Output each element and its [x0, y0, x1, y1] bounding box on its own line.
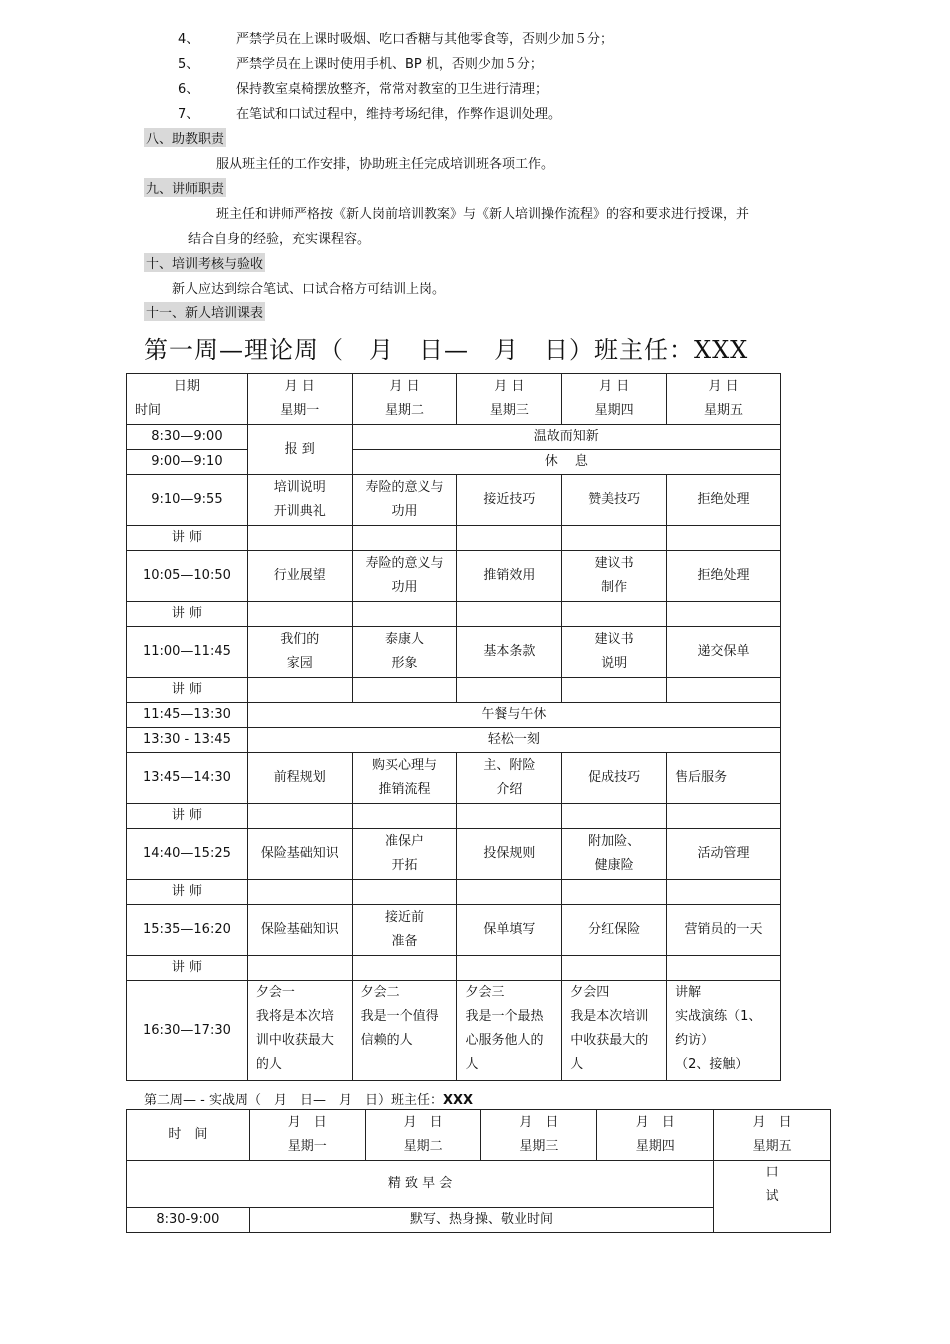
lecturer-cell [352, 804, 457, 829]
relax-cell: 轻松一刻 [247, 728, 780, 753]
lecturer-cell [667, 526, 781, 551]
section-body-assistant: 服从班主任的工作安排，协助班主任完成培训班各项工作。 [216, 157, 555, 172]
section-heading-schedule: 十一、新人培训课表 [144, 302, 265, 321]
day-header: 月 日 星期四 [562, 374, 667, 425]
week2-schedule-table [126, 1109, 831, 1233]
course-cell: 保险基础知识 [247, 829, 352, 880]
time-cell: 13:30 - 13:45 [127, 728, 248, 753]
time-cell: 16:30—17:30 [127, 981, 248, 1081]
lecturer-cell [352, 526, 457, 551]
day-header: 月 日 星期五 [714, 1110, 831, 1161]
rule-text: 在笔试和口试过程中，维持考场纪律，作弊作退训处理。 [236, 107, 562, 122]
lecturer-cell [562, 602, 667, 627]
course-cell: 附加险、 健康险 [562, 829, 667, 880]
lecturer-cell [352, 602, 457, 627]
course-cell: 赞美技巧 [562, 475, 667, 526]
corner-cell: 时 间 [127, 1110, 250, 1161]
lecturer-cell [352, 956, 457, 981]
lecturer-cell [667, 678, 781, 703]
week2-title: 第二周— - 实战周（ 月 日— 月 日）班主任：XXX [144, 1093, 474, 1108]
day-header: 月 日 星期四 [597, 1110, 714, 1161]
rest-cell: 休 息 [352, 450, 780, 475]
course-cell: 售后服务 [667, 753, 781, 804]
course-cell: 购买心理与 推销流程 [352, 753, 457, 804]
course-cell: 推销效用 [457, 551, 562, 602]
course-cell: 促成技巧 [562, 753, 667, 804]
day-header: 月 日 星期五 [667, 374, 781, 425]
course-cell: 泰康人 形象 [352, 627, 457, 678]
course-cell: 建议书 说明 [562, 627, 667, 678]
lecturer-cell [562, 678, 667, 703]
lecturer-cell [352, 880, 457, 905]
evening-meeting-cell: 夕会二 我是一个值得 信赖的人 [352, 981, 457, 1081]
course-cell: 接近前 准备 [352, 905, 457, 956]
oral-exam-cell: 口 试 [714, 1161, 831, 1233]
lecturer-label: 讲 师 [127, 804, 248, 829]
time-cell: 9:00—9:10 [127, 450, 248, 475]
lecturer-cell [667, 602, 781, 627]
lunch-cell: 午餐与午休 [247, 703, 780, 728]
time-cell: 14:40—15:25 [127, 829, 248, 880]
section-heading-assistant: 八、助教职责 [144, 128, 226, 147]
day-header: 月 日 星期二 [352, 374, 457, 425]
lecturer-label: 讲 师 [127, 880, 248, 905]
report-cell: 报 到 [247, 425, 352, 475]
section-heading-lecturer: 九、讲师职责 [144, 178, 226, 197]
course-cell: 拒绝处理 [667, 475, 781, 526]
lecturer-cell [247, 804, 352, 829]
day-header: 月 日 星期一 [249, 1110, 365, 1161]
rule-number: 6、 [178, 82, 200, 97]
lecturer-cell [457, 956, 562, 981]
week1-schedule-table [126, 373, 781, 1081]
day-header: 月 日 星期一 [247, 374, 352, 425]
lecturer-cell [457, 678, 562, 703]
course-cell: 我们的 家园 [247, 627, 352, 678]
course-cell: 保单填写 [457, 905, 562, 956]
rule-text: 严禁学员在上课时使用手机、BP 机，否则少加５分； [236, 57, 543, 72]
course-cell: 寿险的意义与 功用 [352, 551, 457, 602]
rule-text: 保持教室桌椅摆放整齐，常常对教室的卫生进行清理； [236, 82, 549, 97]
corner-cell: 日期 时间 [127, 374, 248, 425]
course-cell: 保险基础知识 [247, 905, 352, 956]
time-cell: 8:30—9:00 [127, 425, 248, 450]
day-header: 月 日 星期二 [365, 1110, 481, 1161]
day-header: 月 日 星期三 [481, 1110, 597, 1161]
review-cell: 温故而知新 [352, 425, 780, 450]
morning-meeting-cell: 精 致 早 会 [127, 1161, 714, 1208]
course-cell: 活动管理 [667, 829, 781, 880]
lecturer-cell [667, 956, 781, 981]
lecturer-cell [247, 602, 352, 627]
course-cell: 营销员的一天 [667, 905, 781, 956]
lecturer-cell [247, 526, 352, 551]
course-cell: 接近技巧 [457, 475, 562, 526]
course-cell: 默写、热身操、敬业时间 [249, 1208, 713, 1233]
course-cell: 拒绝处理 [667, 551, 781, 602]
section-body-assessment: 新人应达到综合笔试、口试合格方可结训上岗。 [172, 282, 446, 297]
course-cell: 投保规则 [457, 829, 562, 880]
course-cell: 寿险的意义与 功用 [352, 475, 457, 526]
time-cell: 11:45—13:30 [127, 703, 248, 728]
time-cell: 8:30-9:00 [127, 1208, 250, 1233]
day-header: 月 日 星期三 [457, 374, 562, 425]
section-body-lecturer-2: 结合自身的经验，充实课程容。 [188, 232, 371, 247]
time-cell: 9:10—9:55 [127, 475, 248, 526]
evening-meeting-cell: 讲解 实战演练（1、 约访） （2、接触） [667, 981, 781, 1081]
lecturer-cell [562, 956, 667, 981]
section-body-lecturer-1: 班主任和讲师严格按《新人岗前培训教案》与《新人培训操作流程》的容和要求进行授课，并 [216, 207, 750, 222]
section-heading-assessment: 十、培训考核与验收 [144, 253, 265, 272]
lecturer-label: 讲 师 [127, 602, 248, 627]
lecturer-cell [457, 880, 562, 905]
course-cell: 递交保单 [667, 627, 781, 678]
lecturer-label: 讲 师 [127, 956, 248, 981]
lecturer-cell [247, 956, 352, 981]
course-cell: 行业展望 [247, 551, 352, 602]
lecturer-cell [457, 804, 562, 829]
course-cell: 前程规划 [247, 753, 352, 804]
week1-title: 第一周—理论周（ 月 日— 月 日）班主任：XXX [144, 336, 749, 364]
time-cell: 15:35—16:20 [127, 905, 248, 956]
rule-number: 5、 [178, 57, 200, 72]
time-cell: 13:45—14:30 [127, 753, 248, 804]
lecturer-cell [667, 804, 781, 829]
lecturer-cell [457, 602, 562, 627]
rule-number: 4、 [178, 32, 200, 47]
course-cell: 建议书 制作 [562, 551, 667, 602]
lecturer-cell [247, 880, 352, 905]
rule-number: 7、 [178, 107, 200, 122]
rule-text: 严禁学员在上课时吸烟、吃口香糖与其他零食等，否则少加５分； [236, 32, 614, 47]
course-cell: 培训说明 开训典礼 [247, 475, 352, 526]
evening-meeting-cell: 夕会三 我是一个最热 心服务他人的 人 [457, 981, 562, 1081]
lecturer-cell [247, 678, 352, 703]
lecturer-cell [562, 804, 667, 829]
lecturer-cell [457, 526, 562, 551]
lecturer-cell [352, 678, 457, 703]
lecturer-cell [562, 526, 667, 551]
course-cell: 主、附险 介绍 [457, 753, 562, 804]
lecturer-cell [562, 880, 667, 905]
course-cell: 基本条款 [457, 627, 562, 678]
course-cell: 分红保险 [562, 905, 667, 956]
time-cell: 10:05—10:50 [127, 551, 248, 602]
lecturer-label: 讲 师 [127, 678, 248, 703]
evening-meeting-cell: 夕会四 我是本次培训 中收获最大的 人 [562, 981, 667, 1081]
lecturer-label: 讲 师 [127, 526, 248, 551]
course-cell: 准保户 开拓 [352, 829, 457, 880]
evening-meeting-cell: 夕会一 我将是本次培 训中收获最大 的人 [247, 981, 352, 1081]
lecturer-cell [667, 880, 781, 905]
time-cell: 11:00—11:45 [127, 627, 248, 678]
